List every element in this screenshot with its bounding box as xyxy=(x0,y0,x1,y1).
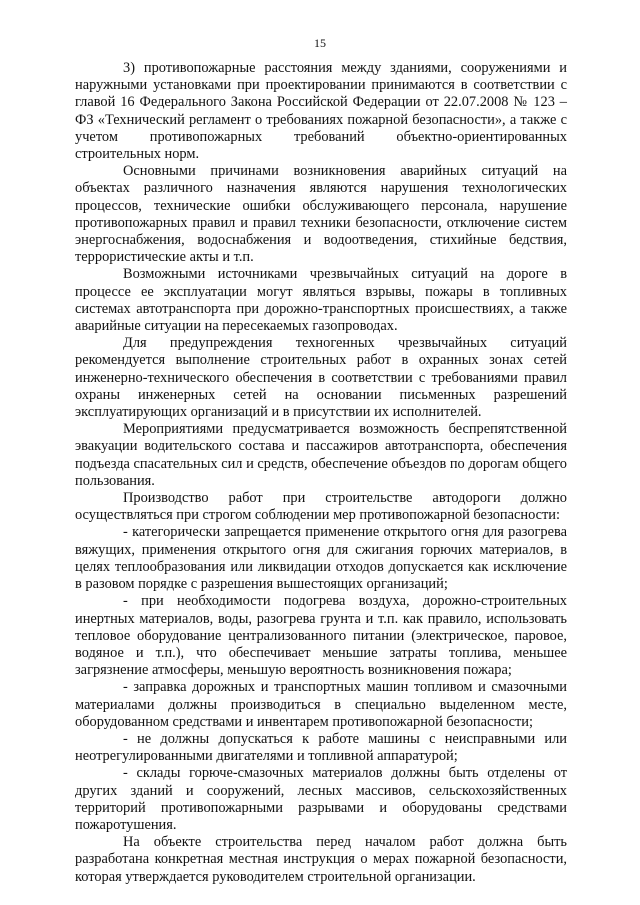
page-number: 15 xyxy=(314,36,326,50)
list-item-open-fire-ban: - категорически запрещается применение открытого огня для разогрева вяжущих, применения открытого огня для сжигания горючих материалов, в целях теплообразования или ликвидации отходов допускается как исключение в разовом порядке с разрешения вышестоящих организаций; xyxy=(75,524,567,593)
list-item-heating-equipment: - при необходимости подогрева воздуха, дорожно-строительных инертных материалов, воды, разогрева грунта и т.п. как правило, использовать тепловое оборудование централизованного питании (электрическое, паровое, водяное и т.п.), что обеспечивает меньшие затраты топлива, меньшее загрязнение атмосферы, меньшую вероятность возникновения пожара; xyxy=(75,593,567,679)
paragraph-fire-distances: 3) противопожарные расстояния между зданиями, сооружениями и наружными установками при проектировании принимаются в соответствии с главой 16 Федерального Закона Российской Федерации от 22.07.2008 № 123 – ФЗ «Технический регламент о требованиях пожарной безопасности», а также с учетом противопожарных требований объектно-ориентированных строительных норм. xyxy=(75,60,567,163)
paragraph-emergency-causes: Основными причинами возникновения аварийных ситуаций на объектах различного назначения являются нарушения технологических процессов, технические ошибки обслуживающего персонала, нарушение противопожарных правил и правил техники безопасности, отключение систем энергоснабжения, водоснабжения и водоотведения, стихийные бедствия, террористические акты и т.п. xyxy=(75,163,567,266)
paragraph-prevention: Для предупреждения техногенных чрезвычайных ситуаций рекомендуется выполнение строительных работ в охранных зонах сетей инженерно-технического обеспечения в соответствии с требованиями правил охраны инженерных сетей на основании письменных разрешений эксплуатирующих организаций и в присутствии их исполнителей. xyxy=(75,335,567,421)
list-item-faulty-machines: - не должны допускаться к работе машины с неисправными или неотрегулированными двигателями и топливной аппаратурой; xyxy=(75,730,567,765)
document-body xyxy=(75,60,567,886)
list-item-fuel-storage: - склады горюче-смазочных материалов должны быть отделены от других зданий и сооружений, лесных массивов, сельскохозяйственных территорий противопожарными разрывами и оборудованы средствами пожаротушения. xyxy=(75,765,567,833)
list-item-refueling: - заправка дорожных и транспортных машин топливом и смазочными материалами должны производиться в специально выделенном месте, оборудованном средствами и инвентарем противопожарной безопасности; xyxy=(75,679,567,730)
paragraph-emergency-sources: Возможными источниками чрезвычайных ситуаций на дороге в процессе ее эксплуатации могут являться взрывы, пожары в топливных системах автотранспорта при дорожно-транспортных происшествиях, а также аварийные ситуации на пересекаемых газопроводах. xyxy=(75,266,567,335)
paragraph-local-instruction: На объекте строительства перед началом работ должна быть разработана конкретная местная инструкция о мерах пожарной безопасности, которая утверждается руководителем строительной организации. xyxy=(75,834,567,885)
paragraph-fire-safety-intro: Производство работ при строительстве автодороги должно осуществляться при строгом соблюдении мер противопожарной безопасности: xyxy=(75,490,567,524)
paragraph-evacuation: Мероприятиями предусматривается возможность беспрепятственной эвакуации водительского состава и пассажиров автотранспорта, обеспечения подъезда спасательных сил и средств, обеспечение объездов по дорогам общего пользования. xyxy=(75,421,567,489)
